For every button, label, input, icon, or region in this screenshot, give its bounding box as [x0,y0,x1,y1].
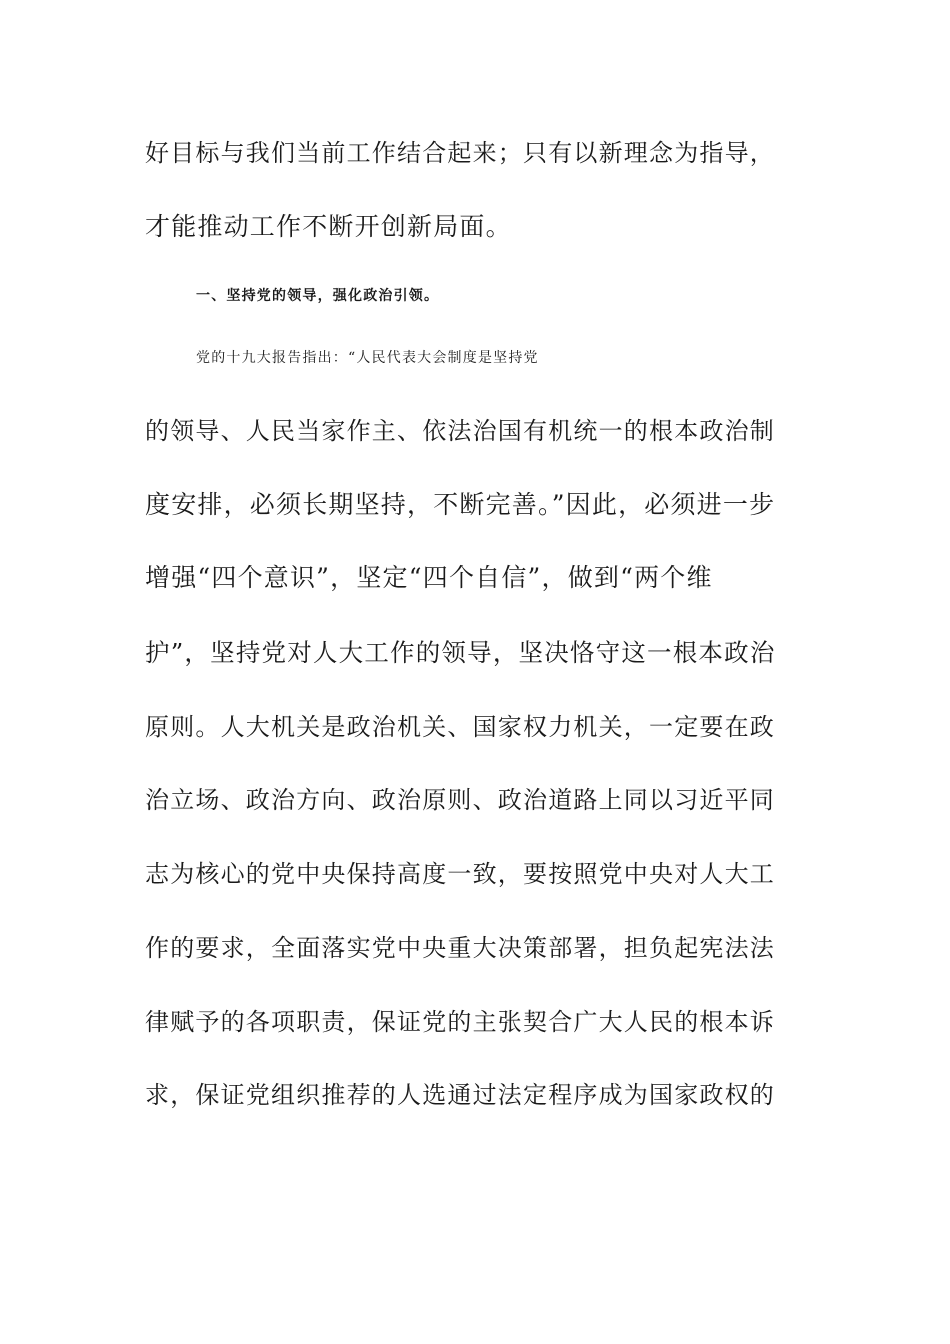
section-heading: 一、坚持党的领导，强化政治引领。 [196,288,440,304]
paragraph-line-9: 治立场、政治方向、政治原则、政治道路上同以习近平同 [145,786,775,814]
paragraph-line-4: 的领导、人民当家作主、依法治国有机统一的根本政治制 [145,417,775,445]
paragraph-line-10: 志为核心的党中央保持高度一致，要按照党中央对人大工 [145,860,775,888]
paragraph-line-5: 度安排，必须长期坚持，不断完善。”因此，必须进一步 [145,490,776,519]
paragraph-line-1: 好目标与我们当前工作结合起来；只有以新理念为指导， [145,139,775,167]
paragraph-line-12: 律赋予的各项职责，保证党的主张契合广大人民的根本诉 [145,1008,775,1036]
paragraph-line-8: 原则。人大机关是政治机关、国家权力机关，一定要在政 [145,713,775,741]
paragraph-line-2: 才能推动工作不断开创新局面。 [145,212,512,241]
paragraph-line-11: 作的要求，全面落实党中央重大决策部署，担负起宪法法 [145,934,775,962]
paragraph-line-7: 护”，坚持党对人大工作的领导，坚决恪守这一根本政治 [145,638,776,667]
paragraph-line-13: 求，保证党组织推荐的人选通过法定程序成为国家政权的 [145,1081,775,1109]
paragraph-line-6: 增强“四个意识”，坚定“四个自信”，做到“两个维 [145,563,713,592]
paragraph-line-3: 党的十九大报告指出：“人民代表大会制度是坚持党 [196,350,539,366]
